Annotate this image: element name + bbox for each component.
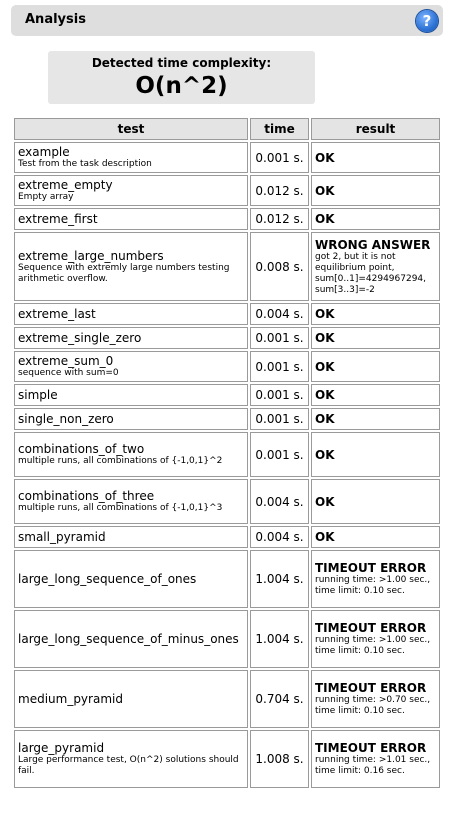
time-cell: 0.001 s. (250, 142, 309, 173)
result-cell (311, 175, 440, 206)
result-detail: running time: >1.00 sec., time limit: 0.10 sec. (315, 635, 431, 656)
table-row (14, 175, 440, 206)
result-status: TIMEOUT ERROR (315, 561, 427, 575)
test-cell (14, 670, 248, 728)
result-status: OK (315, 307, 335, 321)
test-cell (14, 142, 248, 173)
result-cell (311, 384, 440, 406)
test-description: Large performance test, O(n^2) solutions should fail. (18, 755, 239, 776)
result-status: TIMEOUT ERROR (315, 741, 427, 755)
table-row (14, 730, 440, 788)
test-name: extreme_first (18, 212, 98, 226)
result-cell (311, 327, 440, 349)
column-header-result: result (311, 118, 440, 140)
test-cell (14, 303, 248, 325)
test-name: simple (18, 388, 58, 402)
table-row (14, 303, 440, 325)
result-cell (311, 351, 440, 382)
complexity-value: O(n^2) (135, 73, 228, 99)
table-row (14, 550, 440, 608)
result-status: OK (315, 530, 335, 544)
test-description: multiple runs, all combinations of {-1,0,1}^3 (18, 503, 223, 513)
result-status: OK (315, 388, 335, 402)
question-mark-icon[interactable]: ? (416, 10, 438, 32)
test-name: large_pyramid (18, 741, 105, 755)
result-cell (311, 432, 440, 477)
time-cell: 0.008 s. (250, 232, 309, 301)
header-title: Analysis (25, 12, 86, 27)
test-name: single_non_zero (18, 412, 114, 426)
time-cell: 0.004 s. (250, 526, 309, 548)
test-cell (14, 526, 248, 548)
time-cell: 1.008 s. (250, 730, 309, 788)
test-cell (14, 351, 248, 382)
table-row (14, 208, 440, 230)
result-cell (311, 730, 440, 788)
result-detail: running time: >1.01 sec., time limit: 0.16 sec. (315, 755, 431, 776)
result-cell (311, 208, 440, 230)
time-cell: 0.001 s. (250, 432, 309, 477)
result-status: OK (315, 359, 335, 374)
result-status: WRONG ANSWER (315, 237, 431, 252)
test-cell (14, 432, 248, 477)
test-name: extreme_empty (18, 178, 113, 192)
test-description: Sequence with extremly large numbers testing arithmetic overflow. (18, 262, 230, 284)
table-row (14, 351, 440, 382)
test-cell (14, 208, 248, 230)
results-table (12, 116, 442, 790)
column-header-time: time (250, 118, 309, 140)
result-status: TIMEOUT ERROR (315, 681, 427, 695)
result-detail: running time: >0.70 sec., time limit: 0.10 sec. (315, 695, 431, 716)
table-row (14, 232, 440, 301)
test-name: combinations_of_three (18, 489, 155, 503)
test-cell (14, 384, 248, 406)
table-row (14, 327, 440, 349)
complexity-label: Detected time complexity: (91, 56, 272, 70)
test-cell (14, 730, 248, 788)
test-cell (14, 550, 248, 608)
time-cell: 0.001 s. (250, 384, 309, 406)
result-status: OK (315, 494, 335, 509)
test-name: large_long_sequence_of_ones (18, 572, 197, 586)
test-name: example (18, 145, 70, 159)
table-row (14, 384, 440, 406)
result-status: OK (315, 150, 335, 165)
time-cell: 1.004 s. (250, 550, 309, 608)
table-row (14, 479, 440, 524)
table-row (14, 610, 440, 668)
test-description: multiple runs, all combinations of {-1,0,1}^2 (18, 456, 223, 466)
analysis-header (11, 5, 443, 36)
test-cell (14, 232, 248, 301)
test-cell (14, 479, 248, 524)
table-row (14, 526, 440, 548)
result-cell (311, 610, 440, 668)
time-cell: 0.704 s. (250, 670, 309, 728)
table-row (14, 408, 440, 430)
result-cell (311, 408, 440, 430)
result-status: OK (315, 183, 335, 198)
time-cell: 0.001 s. (250, 351, 309, 382)
column-header-test: test (14, 118, 248, 140)
test-name: small_pyramid (18, 530, 106, 544)
result-cell (311, 303, 440, 325)
result-status: OK (315, 331, 335, 345)
table-row (14, 432, 440, 477)
test-name: extreme_large_numbers (18, 248, 164, 263)
time-cell: 0.001 s. (250, 408, 309, 430)
result-cell (311, 232, 440, 301)
test-description: Empty array (18, 192, 74, 202)
table-row (14, 142, 440, 173)
result-detail: got 2, but it is not equilibrium point, sum[0..1]=4294967294, sum[3..3]=-2 (315, 251, 427, 295)
time-cell: 0.012 s. (250, 208, 309, 230)
test-name: extreme_single_zero (18, 331, 142, 345)
test-name: extreme_last (18, 307, 96, 321)
result-cell (311, 670, 440, 728)
test-cell (14, 408, 248, 430)
time-cell: 0.004 s. (250, 479, 309, 524)
result-status: OK (315, 212, 335, 226)
time-cell: 1.004 s. (250, 610, 309, 668)
test-name: medium_pyramid (18, 692, 123, 706)
table-row (14, 670, 440, 728)
test-name: extreme_sum_0 (18, 354, 114, 368)
complexity-box (48, 51, 315, 104)
time-cell: 0.004 s. (250, 303, 309, 325)
test-cell (14, 610, 248, 668)
test-cell (14, 175, 248, 206)
test-cell (14, 327, 248, 349)
test-name: large_long_sequence_of_minus_ones (18, 632, 239, 646)
test-name: combinations_of_two (18, 442, 145, 456)
result-detail: running time: >1.00 sec., time limit: 0.10 sec. (315, 575, 431, 596)
result-status: OK (315, 447, 335, 462)
test-description: sequence with sum=0 (18, 368, 119, 378)
time-cell: 0.012 s. (250, 175, 309, 206)
result-cell (311, 526, 440, 548)
time-cell: 0.001 s. (250, 327, 309, 349)
result-cell (311, 550, 440, 608)
result-cell (311, 479, 440, 524)
table-header-row (14, 118, 440, 140)
test-description: Test from the task description (18, 159, 152, 169)
result-status: TIMEOUT ERROR (315, 621, 427, 635)
result-status: OK (315, 412, 335, 426)
result-cell (311, 142, 440, 173)
